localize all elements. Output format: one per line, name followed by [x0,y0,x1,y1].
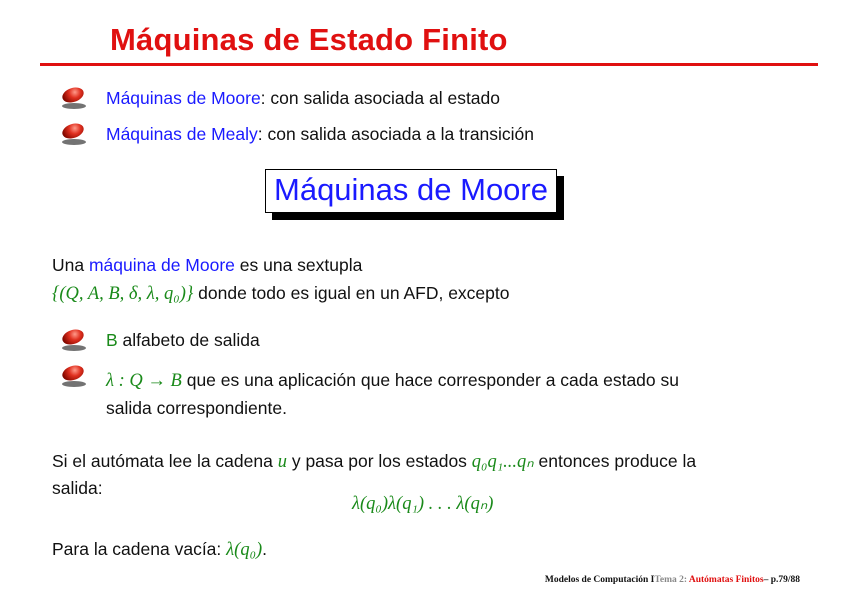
footer-course: Modelos de Computación I [544,575,655,585]
para-text: Si el autómata lee la cadena [52,451,278,471]
def-line2-text: donde todo es igual en un AFD, excepto [193,283,510,303]
bullet-shadow [62,139,86,145]
paragraph-line1 [52,449,696,474]
moore-machine-link[interactable]: máquina de Moore [88,255,235,275]
definition-line1 [52,253,362,277]
lambda-q0: λ(q₀) [226,540,263,560]
definition-line2 [52,281,510,306]
title-rule [40,63,818,66]
bullet-icon [60,121,85,141]
symbol-b: B [106,330,118,350]
footer [545,575,800,585]
para-text: y pasa por los estados [286,451,472,471]
bullet-moore [106,86,500,110]
bullet-lambda [106,368,679,393]
footer-topic[interactable]: Autómatas Finitos [688,575,764,585]
bullet-lambda-cont: salida correspondiente. [106,398,287,418]
footer-page: – p.79/88 [763,575,800,585]
bullet-shadow [62,103,86,109]
empty-end: . [262,539,268,559]
state-sequence: q₀q₁...qₙ [471,452,534,472]
moore-link[interactable]: Máquinas de Moore [106,88,261,108]
para-text: entonces produce la [533,451,697,471]
mealy-link[interactable]: Máquinas de Mealy [106,124,258,144]
bullet-output-alphabet [106,328,260,352]
string-u: u [277,452,287,472]
slide-title: Máquinas de Estado Finito [110,22,508,57]
bullet-text: : con salida asociada al estado [260,88,500,108]
output-formula: λ(q₀)λ(q₁) . . . λ(qₙ) [352,494,494,514]
lambda-mapping: λ : Q → B [106,371,182,391]
bullet-mealy [106,122,534,146]
bullet-shadow [62,381,86,387]
def-prefix: Una [52,255,89,275]
bullet-text: que es una aplicación que hace corresponder a cada estado su [181,370,679,390]
sextuple-formula: {(Q, A, B, δ, λ, q₀)} [52,284,194,304]
paragraph-line2: salida: [52,478,103,498]
empty-text: Para la cadena vacía: [52,539,227,559]
section-title: Máquinas de Moore [265,169,557,213]
bullet-icon [60,363,85,383]
empty-string-line [52,537,267,562]
section-box [265,169,557,213]
footer-sep: Tema 2: [654,575,689,585]
bullet-icon [60,327,85,347]
bullet-text: alfabeto de salida [117,330,260,350]
bullet-text: : con salida asociada a la transición [257,124,535,144]
bullet-icon [60,85,85,105]
bullet-shadow [62,345,86,351]
def-suffix: es una sextupla [234,255,363,275]
